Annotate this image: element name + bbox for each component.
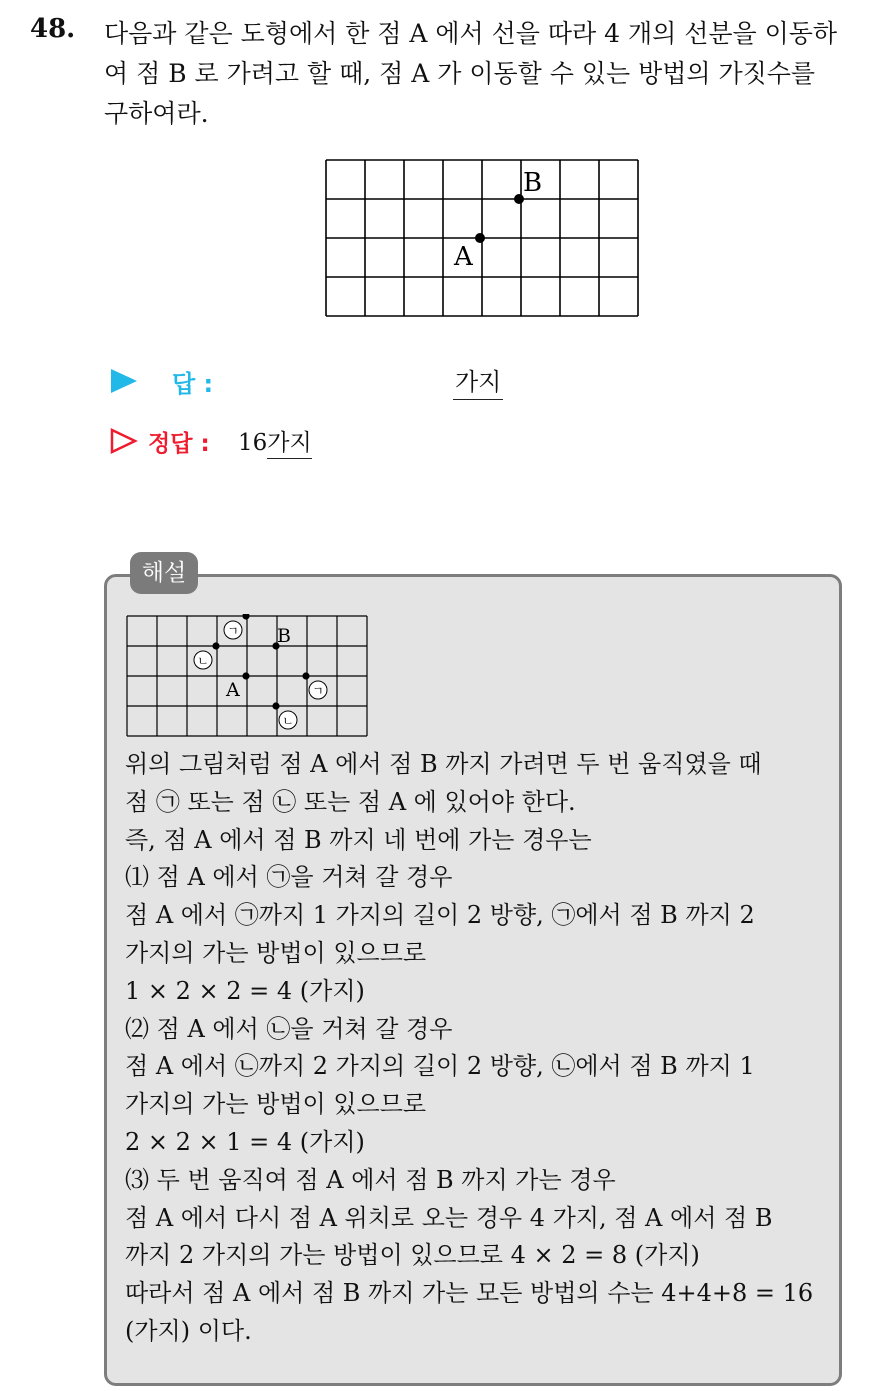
solution-line: 까지 2 가지의 가는 방법이 있으므로 4 × 2 = 8 (가지)	[125, 1241, 700, 1270]
mark-nieun-bottom	[279, 711, 297, 729]
solution-point-a-label: A	[226, 679, 240, 701]
solution-line: 가지의 가는 방법이 있으므로	[125, 938, 427, 967]
point-a-dot	[242, 672, 249, 679]
solution-line: 따라서 점 A 에서 점 B 까지 가는 모든 방법의 수는 4+4+8 = 16	[125, 1279, 814, 1308]
problem-number: 48.	[30, 14, 76, 44]
problem-line: 다음과 같은 도형에서 한 점 A 에서 선을 따라 4 개의 선분을 이동하	[104, 19, 838, 48]
solution-line: 즉, 점 A 에서 점 B 까지 네 번에 가는 경우는	[125, 825, 592, 854]
point-b-label: B	[523, 168, 543, 198]
mark-giyeok-right	[309, 681, 327, 699]
mark-giyeok-top-text: ㄱ	[227, 624, 239, 638]
solution-line: 1 × 2 × 2 = 4 (가지)	[125, 976, 365, 1005]
point-nieun-bottom-dot	[272, 702, 279, 709]
solution-line: 가지의 가는 방법이 있으므로	[125, 1090, 427, 1119]
correct-answer-row	[110, 422, 530, 462]
point-giyeok-right-dot	[302, 672, 309, 679]
solution-line: 위의 그림처럼 점 A 에서 점 B 까지 가려면 두 번 움직였을 때	[125, 750, 762, 778]
correct-answer-label: 정답 :	[148, 431, 210, 457]
answer-blank[interactable]: 가지	[453, 362, 503, 400]
solution-line: ⑵ 점 A 에서 ㉡을 거쳐 갈 경우	[125, 1014, 453, 1043]
solution-line: 점 A 에서 ㉠까지 1 가지의 길이 2 방향, ㉠에서 점 B 까지 2	[125, 901, 755, 930]
answer-row	[110, 362, 530, 402]
point-a-dot	[475, 233, 485, 243]
correct-answer-unit: 가지	[267, 430, 311, 459]
solution-line: 점 ㉠ 또는 점 ㉡ 또는 점 A 에 있어야 한다.	[125, 787, 576, 816]
answer-label: 답 :	[172, 370, 214, 398]
solution-line: 점 A 에서 ㉡까지 2 가지의 길이 2 방향, ㉡에서 점 B 까지 1	[125, 1052, 755, 1081]
mark-nieun-left-text: ㄴ	[197, 654, 209, 668]
solution-line: ⑶ 두 번 움직여 점 A 에서 점 B 까지 가는 경우	[125, 1165, 616, 1194]
problem-line: 구하여라.	[104, 99, 209, 128]
problem-line: 여 점 B 로 가려고 할 때, 점 A 가 이동할 수 있는 방법의 가짓수를	[104, 59, 816, 88]
solution-line: (가지) 이다.	[125, 1316, 252, 1345]
mark-giyeok-top	[224, 621, 242, 639]
mark-giyeok-right-text: ㄱ	[312, 684, 324, 698]
correct-answer-number: 16	[238, 430, 268, 456]
answer-triangle-icon	[110, 368, 138, 394]
solution-point-b-label: B	[277, 625, 291, 647]
correct-triangle-icon	[110, 428, 138, 454]
solution-line: 점 A 에서 다시 점 A 위치로 오는 경우 4 가지, 점 A 에서 점 B	[125, 1203, 773, 1232]
point-giyeok-top-dot	[242, 614, 249, 620]
mark-nieun-left	[194, 651, 212, 669]
solution-text	[125, 746, 830, 1351]
point-a-label: A	[454, 242, 473, 272]
point-nieun-left-dot	[212, 642, 219, 649]
solution-line: ⑴ 점 A 에서 ㉠을 거쳐 갈 경우	[125, 863, 453, 892]
mark-nieun-bottom-text: ㄴ	[282, 714, 294, 728]
solution-line: 2 × 2 × 1 = 4 (가지)	[125, 1127, 365, 1156]
correct-answer-value	[238, 424, 312, 457]
solution-grid-figure	[125, 614, 369, 738]
problem-grid-figure	[324, 158, 640, 318]
solution-tab: 해설	[130, 552, 198, 594]
problem-statement	[104, 14, 864, 134]
